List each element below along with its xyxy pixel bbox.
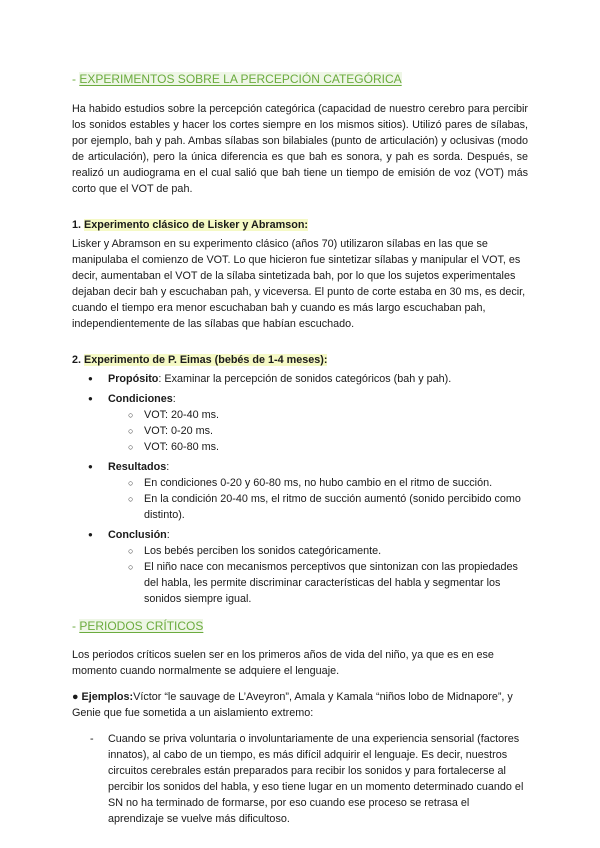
condiciones-sublist xyxy=(108,407,528,455)
condiciones-colon: : xyxy=(172,393,176,405)
resultados-sublist xyxy=(108,475,528,523)
experiment-1-title: Experimento clásico de Lisker y Abramson: xyxy=(84,219,309,231)
experiment-1-heading xyxy=(72,217,528,233)
experiment-2-title: Experimento de P. Eimas (bebés de 1-4 meses): xyxy=(84,354,328,366)
experiment-2-list xyxy=(72,371,528,607)
resultados-label: Resultados xyxy=(108,461,167,473)
conclusion-sublist xyxy=(108,543,528,607)
list-item-proposito xyxy=(72,371,528,387)
examples-label: Ejemplos: xyxy=(81,691,134,703)
sub-item: ○ VOT: 20-40 ms. xyxy=(108,407,528,423)
dash-item: - Cuando se priva voluntaria o involuntariamente de una experiencia sensorial (factores innatos), al cabo de un tiempo, es más difícil adquirir el lenguaje. Es decir, nuestros circuitos cerebrales están preparados para recibir los sonidos y para fortalecerse al percibir los sonidos del habla, y eso tiene lugar en un momento determinado cuando el SN no ha terminado de formarse, por eso cuando ese proceso se retrasa el aprendizaje se vuelve más dificultoso. xyxy=(72,731,528,827)
experiment-1-number: 1. xyxy=(72,219,82,231)
examples-paragraph xyxy=(72,689,528,721)
section-heading-experimentos xyxy=(72,70,528,88)
sub-item: ○ VOT: 60-80 ms. xyxy=(108,439,528,455)
periodos-dash-list xyxy=(72,731,528,827)
experiment-2-heading xyxy=(72,352,528,368)
list-item-condiciones xyxy=(72,391,528,455)
bullet-icon: ● xyxy=(72,691,82,703)
section-heading-periodos xyxy=(72,617,528,635)
intro-paragraph: Ha habido estudios sobre la percepción categórica (capacidad de nuestro cerebro para percibir los sonidos estables y hacer los cortes siempre en los mismos sitios). Utilizó pares de sílabas, por ejemplo, bah y pah. Ambas sílabas son bilabiales (punto de articulación) y oclusivas (modo de articulación), pero la única diferencia es que bah es sonora, y pah es sorda. Después, se realizó un audiograma en el cual salió que bah tiene un tiempo de emisión de voz (VOT) más corto que el VOT de pah. xyxy=(72,103,528,195)
proposito-text: : Examinar la percepción de sonidos categóricos (bah y pah). xyxy=(158,373,452,385)
proposito-label: Propósito xyxy=(108,373,159,385)
document-page xyxy=(72,70,528,827)
condiciones-label: Condiciones xyxy=(108,393,173,405)
list-item-resultados xyxy=(72,459,528,523)
periodos-intro: Los periodos críticos suelen ser en los primeros años de vida del niño, ya que es en ese momento cuando normalmente se adquiere el lenguaje. xyxy=(72,649,494,677)
conclusion-colon: : xyxy=(166,529,170,541)
experiment-2-number: 2. xyxy=(72,354,82,366)
sub-item: ○ Los bebés perciben los sonidos categóricamente. xyxy=(108,543,528,559)
heading-title: EXPERIMENTOS SOBRE LA PERCEPCIÓN CATEGÓRICA xyxy=(79,72,402,86)
heading-dash: - xyxy=(72,619,80,633)
examples-text: Víctor “le sauvage de L’Aveyron”, Amala y Kamala “niños lobo de Midnapore”, y Genie que fue sometida a un aislamiento extremo: xyxy=(72,691,513,719)
sub-item: ○ El niño nace con mecanismos perceptivos que sintonizan con las propiedades del habla, les permite discriminar características del habla y segmentar los sonidos siempre igual. xyxy=(108,559,528,607)
sub-item: ○ VOT: 0-20 ms. xyxy=(108,423,528,439)
heading-title: PERIODOS CRÍTICOS xyxy=(79,619,204,633)
list-item-conclusion xyxy=(72,527,528,607)
sub-item: ○ En condiciones 0-20 y 60-80 ms, no hubo cambio en el ritmo de succión. xyxy=(108,475,528,491)
experiment-1-body: Lisker y Abramson en su experimento clásico (años 70) utilizaron sílabas en las que se manipulaba el comienzo de VOT. Lo que hicieron fue sintetizar sílabas y manipular el VOT, es decir, aumentaban el VOT de la sílaba sintetizada bah, por lo que los sujetos experimentales dejaban decir bah y escuchaban pah, y viceversa. El punto de corte estaba en 30 ms, es decir, cuando el tiempo era menor escuchaban bah y cuando es más largo escuchaban pah, independientemente de las sílabas que habían escuchado. xyxy=(72,238,526,330)
conclusion-label: Conclusión xyxy=(108,529,167,541)
resultados-colon: : xyxy=(166,461,170,473)
heading-dash: - xyxy=(72,72,80,86)
sub-item: ○ En la condición 20-40 ms, el ritmo de succión aumentó (sonido percibido como distinto). xyxy=(108,491,528,523)
